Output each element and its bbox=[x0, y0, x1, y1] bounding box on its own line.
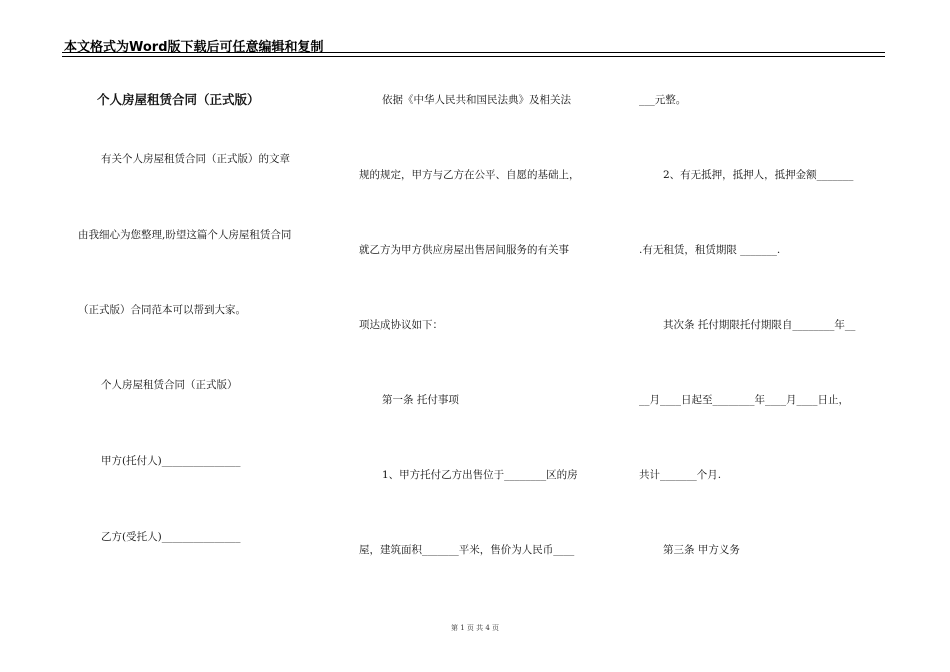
article-3-heading: 第三条 甲方义务 bbox=[663, 544, 740, 556]
term-line-3: 共计_______个月. bbox=[639, 469, 722, 481]
article-1-item-1-line-1: 1、甲方托付乙方出售位于________区的房 bbox=[382, 469, 578, 481]
party-a-line: 甲方(托付人)_______________ bbox=[101, 455, 241, 467]
document-title: 个人房屋租赁合同（正式版） bbox=[97, 92, 260, 107]
party-b-line: 乙方(受托人)_______________ bbox=[101, 531, 241, 543]
intro-line-1: 有关个人房屋租赁合同（正式版）的文章 bbox=[101, 153, 290, 165]
basis-line-2: 规的规定，甲方与乙方在公平、自愿的基础上， bbox=[359, 169, 580, 181]
lease-line: .有无租赁，租赁期限 _______. bbox=[639, 244, 781, 256]
page-header: 本文格式为Word版下载后可任意编辑和复制 bbox=[64, 40, 324, 55]
article-1-item-1-line-2: 屋，建筑面积_______平米，售价为人民币____ bbox=[359, 544, 575, 556]
basis-line-1: 依据《中华人民共和国民法典》及相关法 bbox=[382, 94, 571, 106]
header-rule-thin bbox=[62, 56, 885, 57]
contract-subtitle: 个人房屋租赁合同（正式版） bbox=[101, 379, 238, 391]
price-line-end: ___元整。 bbox=[639, 94, 687, 106]
term-line-2: __月____日起至________年____月____日止， bbox=[639, 394, 849, 406]
intro-line-3: （正式版）合同范本可以帮到大家。 bbox=[78, 304, 246, 316]
article-1-heading: 第一条 托付事项 bbox=[382, 394, 459, 406]
basis-line-3: 就乙方为甲方供应房屋出售居间服务的有关事 bbox=[359, 244, 569, 256]
basis-line-4: 项达成协议如下： bbox=[359, 319, 443, 331]
mortgage-line: 2、有无抵押，抵押人，抵押金额_______ bbox=[663, 169, 854, 181]
page-footer: 第 1 页 共 4 页 bbox=[450, 624, 500, 632]
header-rule-thick bbox=[62, 52, 885, 53]
intro-line-2: 由我细心为您整理,盼望这篇个人房屋租赁合同 bbox=[78, 229, 292, 241]
term-line-1: 其次条 托付期限托付期限自________年__ bbox=[663, 319, 856, 331]
